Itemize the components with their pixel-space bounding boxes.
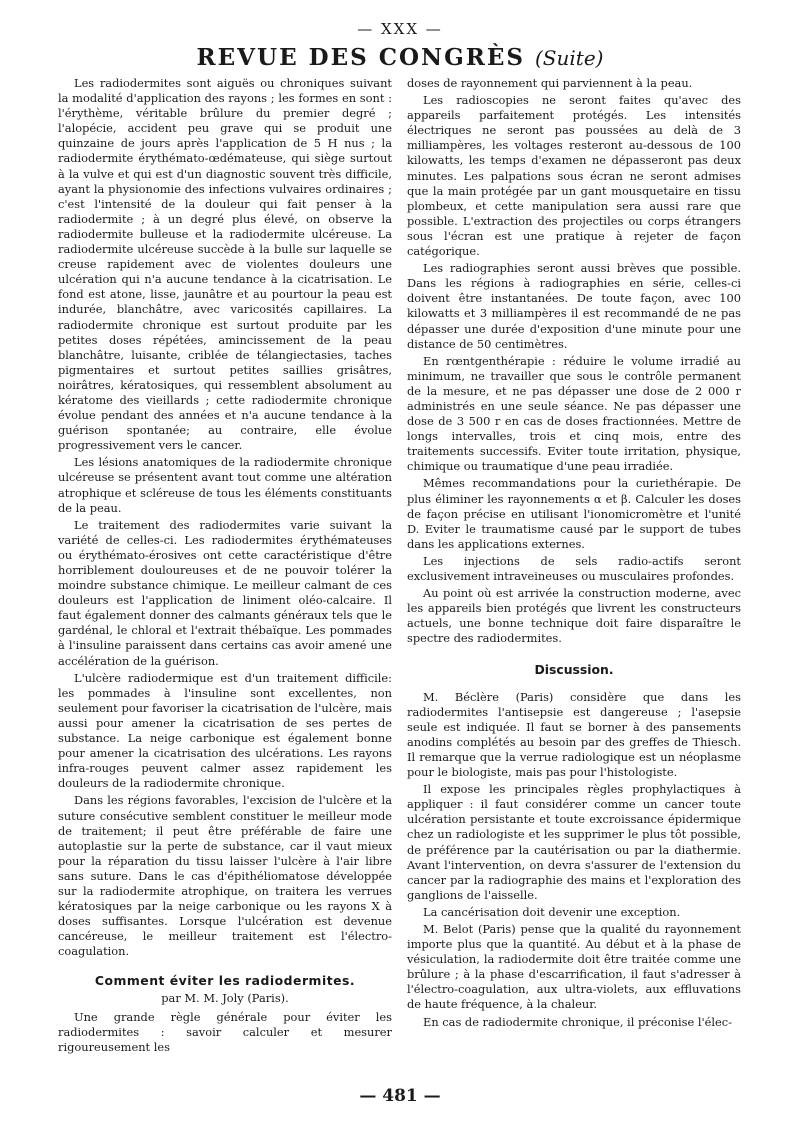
page-roman-numeral: — XXX — xyxy=(357,20,443,38)
title-suffix: (Suite) xyxy=(535,46,604,70)
left-column xyxy=(58,76,392,1055)
paragraph: Les radiographies seront aussi brèves que possible. Dans les régions à radiographies en série, celles-ci doivent être instantanées. De toute façon, avec 100 kilowatts et 3 milliampères il est recommandé de ne pas dépasser une durée d'exposition d'une minute pour une distance de 50 centimètres. xyxy=(407,261,741,351)
paragraph: M. Béclère (Paris) considère que dans les radiodermites l'antisepsie est dangereuse ; l'asepsie seule est indiquée. Il faut se borner à des pansements anodins complétés au besoin par des greffes de Thiesch. Il remarque que la verrue radiologique est un néoplasme pour le biologiste, mais pas pour l'histologiste. xyxy=(407,689,741,780)
paragraph: Les injections de sels radio-actifs seront exclusivement intraveineuses ou musculaires profondes. xyxy=(407,553,741,583)
paragraph: Le traitement des radiodermites varie suivant la variété de celles-ci. Les radiodermites érythémateuses ou érythémato-érosives ont cette caractéristique d'être horriblement douloureuses et de ne pouvoir tolérer la moindre substance chimique. Le meilleur calmant de ces douleurs est l'application de liniment oléo-calcaire. Il faut également donner des calmants généraux tels que le gardénal, le chloral et l'extrait thébaïque. Les pommades à l'insuline paraissent dans certains cas avoir amené une accélération de la guérison. xyxy=(58,517,392,668)
paragraph: Dans les régions favorables, l'excision de l'ulcère et la suture consécutive semblent constituer le meilleur mode de traitement; il peut être préférable de faire une autoplastie sur la perte de substance, car il vaut mieux pour la réparation du tissu laisser l'ulcère à l'air libre sans suture. Dans le cas d'épithéliomatose développée sur la radiodermite atrophique, on traitera les verrues kératosiques par la neige carbonique ou les rayons X à doses suffisantes. Lorsque l'ulcération est devenue cancéreuse, le meilleur traitement est l'électro-coagulation. xyxy=(58,793,392,959)
paragraph: Une grande règle générale pour éviter les radiodermites : savoir calculer et mesurer rigoureusement les xyxy=(58,1009,392,1054)
page-title xyxy=(0,44,800,71)
right-column xyxy=(407,76,741,1030)
section-heading: Comment éviter les radiodermites. xyxy=(94,973,356,989)
paragraph: La cancérisation doit devenir une exception. xyxy=(423,904,681,919)
paragraph-continuation: doses de rayonnement qui parviennent à la peau. xyxy=(407,76,693,90)
paragraph: L'ulcère radiodermique est d'un traitement difficile: les pommades à l'insuline sont excellentes, non seulement pour favoriser la cicatrisation de l'ulcère, mais aussi pour amener la cicatrisation de ses pertes de substance. La neige carbonique est également bonne pour amener la cicatrisation des ulcérations. Les rayons infra-rouges peuvent calmer assez rapidement les douleurs de la radiodermite chronique. xyxy=(58,670,392,791)
paragraph: M. Belot (Paris) pense que la qualité du rayonnement importe plus que la quantité. Au début et à la phase de vésiculation, la radiodermite doit être traitée comme une brûlure ; à la phase d'escarrification, il faut s'adresser à l'électro-coagulation, aux ultra-violets, aux effluvations de haute fréquence, à la chaleur. xyxy=(407,921,741,1012)
paragraph: Les radiodermites sont aiguës ou chroniques suivant la modalité d'application des rayons ; les formes en sont : l'érythème, véritable brûlure du premier degré ; l'alopécie, accident peu grave qui se produit une quinzaine de jours après l'application de 5 H nus ; la radiodermite érythémato-œdémateuse, qui siège surtout à la vulve et qui est d'un diagnostic souvent très difficile, ayant la physionomie des infections vulvaires ordinaires ; c'est l'intensité de la douleur qui fait penser à la radiodermite ; à un degré plus élevé, on observe la radiodermite bulleuse et la radiodermite ulcéreuse. La radiodermite ulcéreuse succède à la bulle sur laquelle se creuse rapidement avec de violentes douleurs une ulcération qui n'a aucune tendance à la cicatrisation. Le fond est atone, lisse, jaunâtre et au pourtour la peau est indurée, blanchâtre, avec varicosités capillaires. La radiodermite chronique est surtout produite par les petites doses répétées, amincissement de la peau blanchâtre, luisante, criblée de télangiectasies, taches pigmentaires et surtout petites saillies grisâtres, noirâtres, kératosiques, qui ressemblent absolument au kératome des vieillards ; cette radiodermite chronique évolue pendant des années et n'a aucune tendance à la guérison spontanée; au contraire, elle évolue progressivement vers le cancer. xyxy=(58,76,392,453)
paragraph: Il expose les principales règles prophylactiques à appliquer : il faut considérer comme un cancer toute ulcération persistante et toute excroissance épidermique chez un radiologiste et les supprimer le plus tôt possible, de préférence par la cautérisation ou par la diathermie. Avant l'intervention, on devra s'assurer de l'extension du cancer par la radiographie des mains et l'exploration des ganglions de l'aisselle. xyxy=(407,782,741,902)
paragraph: Les lésions anatomiques de la radiodermite chronique ulcéreuse se présentent avant tout comme une altération atrophique et scléreuse de tous les éléments constituants de la peau. xyxy=(58,455,392,515)
section-byline: par M. M. Joly (Paris). xyxy=(161,990,289,1005)
paragraph: Au point où est arrivée la construction moderne, avec les appareils bien protégés que livrent les constructeurs actuels, une bonne technique doit faire disparaître le spectre des radiodermites. xyxy=(407,586,741,646)
page-number: — 481 — xyxy=(359,1086,441,1106)
discussion-heading: Discussion. xyxy=(534,662,614,678)
paragraph: En rœntgenthérapie : réduire le volume irradié au minimum, ne travailler que sous le contrôle permanent de la mesure, et ne pas dépasser une dose de 2 000 r administrés en une seule séance. Ne pas dépasser une dose de 3 500 r en cas de doses fractionnées. Mettre de longs intervalles, trois et cinq mois, entre des traitements successifs. Eviter toute irritation, physique, chimique ou traumatique d'une peau irradiée. xyxy=(407,353,741,474)
paragraph: En cas de radiodermite chronique, il préconise l'élec- xyxy=(423,1014,732,1029)
paragraph: Mêmes recommandations pour la curiethérapie. De plus éliminer les rayonnements α et β. Calculer les doses de façon précise en utilisant l'ionomicromètre et l'unité D. Eviter le traumatisme causé par le support de tubes dans les applications externes. xyxy=(407,476,741,551)
paragraph: Les radioscopies ne seront faites qu'avec des appareils parfaitement protégés. Les intensités électriques ne seront pas poussées au delà de 3 milliampères, les voltages resteront au-dessous de 100 kilowatts, les temps d'examen ne dépasseront pas deux minutes. Les palpations sous écran ne seront admises que la main protégée par un gant mousquetaire en tissu plombeux, et cette manipulation sera aussi rare que possible. L'extraction des projectiles ou corps étrangers sous l'écran est une pratique à rejeter de façon catégorique. xyxy=(407,93,741,259)
title-text: REVUE DES CONGRÈS xyxy=(196,44,525,71)
